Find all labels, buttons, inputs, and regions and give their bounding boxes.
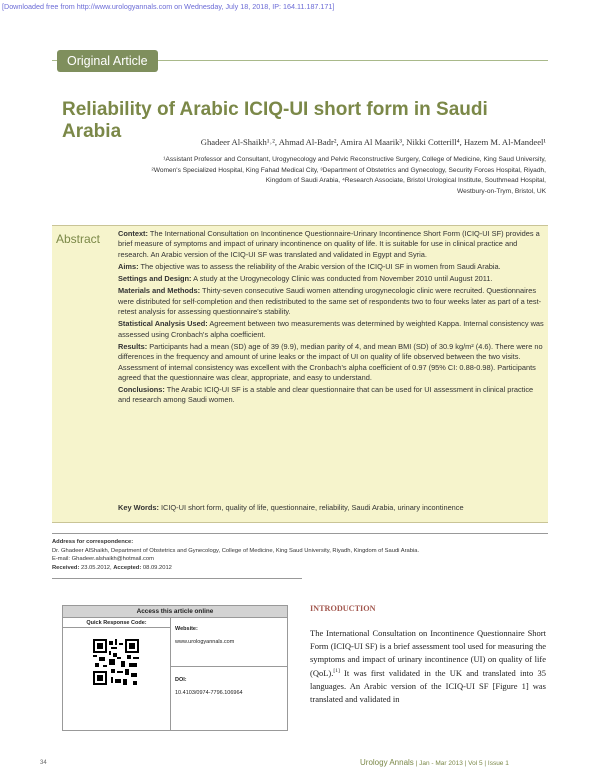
footer-journal: Urology Annals | Jan - Mar 2013 | Vol 5 | Issue 1 — [360, 758, 509, 767]
website-cell — [171, 625, 287, 647]
dates-line: Received: 23.05.2012, Accepted: 08.09.2012 — [52, 564, 172, 571]
citation-link[interactable]: [1] — [333, 668, 340, 675]
introduction-text: The International Consultation on Incontinence Questionnaire Short Form (ICIQ-UI SF) is a brief assessment tool used for measuring the symptoms and impact of urinary incontinence (UI) on quality of life (QoL).[1] It was first validated in the UK and translated into 35 languages. An Arabic version of the ICIQ-UI SF [Figure 1] was translated and validated in — [310, 628, 546, 704]
info-column — [171, 618, 287, 730]
affiliation-line: Westbury-on-Trym, Bristol, UK — [456, 188, 546, 196]
abstract-aims: Aims: The objective was to assess the reliability of the Arabic version of the ICIQ-UI SF in women from Saudi Arabia. — [118, 261, 501, 271]
abstract-statistics: Statistical Analysis Used: Agreement between two measurements was determined by weighted Kappa. Internal consistency was assessed using Cronbach's alpha coefficient. — [118, 319, 544, 339]
affiliations — [72, 155, 546, 198]
abstract-results: Results: Participants had a mean (SD) age of 39 (9.9), median parity of 4, and mean BMI (SD) of 30.9 kg/m² (4.6). There were no differences in the frequency and amount of urine leaks or the impact of UI on quality of life observed between the two visits. Assessment of internal consistency was excellent with the Cronbach's alpha coefficient of 0.97 (95% CI: 0.88-0.98). Participants agreed that the questionnaire was clear, appropriate, and easy to understand. — [118, 341, 543, 382]
correspondence-email: E-mail: Ghadeer.alshaikh@hotmail.com — [52, 556, 154, 563]
page-number: 34 — [40, 760, 47, 766]
abstract-body — [118, 229, 544, 408]
correspondence-heading: Address for correspondence: — [52, 539, 134, 545]
correspondence-block — [52, 533, 548, 572]
abstract-conclusions: Conclusions: The Arabic ICIQ-UI SF is a stable and clear questionnaire that can be used for UI assessment in clinical practice and research among Saudi women. — [118, 385, 534, 405]
website-link[interactable]: www.urologyannals.com — [175, 639, 235, 645]
author-list: Ghadeer Al-Shaikh¹˒², Ahmad Al-Badr², Amira Al Maarik³, Nikki Cotterill⁴, Hazem M. Al-Mandeel¹ — [200, 137, 546, 147]
affiliation-line: ²Women's Specialized Hospital, King Fahad Medical City, ³Department of Obstetrics and Gynecology, Security Forces Hospital, Riyadh, — [151, 166, 546, 174]
correspondence-address: Dr. Ghadeer AlShaikh, Department of Obstetrics and Gynecology, College of Medicine, King Saud University, Riyadh, Kingdom of Saudi Arabia. — [52, 547, 420, 554]
abstract-label: Abstract — [56, 232, 101, 246]
abstract-context: Context: The International Consultation on Incontinence Questionnaire-Urinary Incontinence Short Form (ICIQ-UI SF) provides a brief measure of symptoms and impact of urinary incontinence on quality of life. It is suitable for use in clinical practice and research. An Arabic version of the ICIQ-UI SF was translated and validated in Egypt and Syria. — [118, 229, 540, 259]
footer-issue: | Jan - Mar 2013 | Vol 5 | Issue 1 — [413, 760, 509, 767]
affiliation-line: ¹Assistant Professor and Consultant, Urogynecology and Pelvic Reconstructive Surgery, College of Medicine, King Saud University, — [163, 156, 546, 163]
abstract-methods: Materials and Methods: Thirty-seven consecutive Saudi women attending urogynecologic clinic were recruited. Questionnaires were distributed for self-completion and then redistributed to the same set of respondents two to four weeks later as part of a test-retest analysis for assessing questionnaire's stability. — [118, 286, 542, 317]
keywords: Key Words: ICIQ-UI short form, quality of life, questionnaire, reliability, Saudi Arabia, urinary incontinence — [118, 503, 464, 512]
divider — [52, 578, 302, 579]
qr-label: Quick Response Code: — [63, 618, 170, 628]
access-box — [62, 605, 288, 731]
abstract-box — [52, 225, 548, 523]
doi-link[interactable]: 10.4103/0974-7796.106964 — [175, 690, 243, 696]
section-tag-bar — [52, 50, 548, 72]
download-note: [Downloaded free from http://www.urologyannals.com on Wednesday, July 18, 2018, IP: 164.11.187.171] — [2, 2, 335, 11]
introduction-heading: INTRODUCTION — [310, 604, 376, 613]
qr-code-icon — [93, 639, 139, 685]
article-title: Reliability of Arabic ICIQ-UI short form in Saudi Arabia — [62, 99, 488, 142]
qr-column — [63, 618, 171, 730]
doi-label: DOI: — [175, 677, 187, 683]
affiliation-line: Kingdom of Saudi Arabia, ⁴Research Associate, Bristol Urological Institute, Southmead Hospital, — [265, 177, 546, 185]
doi-cell — [171, 666, 287, 698]
section-tag: Original Article — [57, 50, 158, 72]
abstract-settings: Settings and Design: A study at the Urogynecology Clinic was conducted from November 2010 until August 2011. — [118, 274, 493, 284]
access-box-header: Access this article online — [63, 606, 287, 618]
website-label: Website: — [175, 626, 198, 632]
